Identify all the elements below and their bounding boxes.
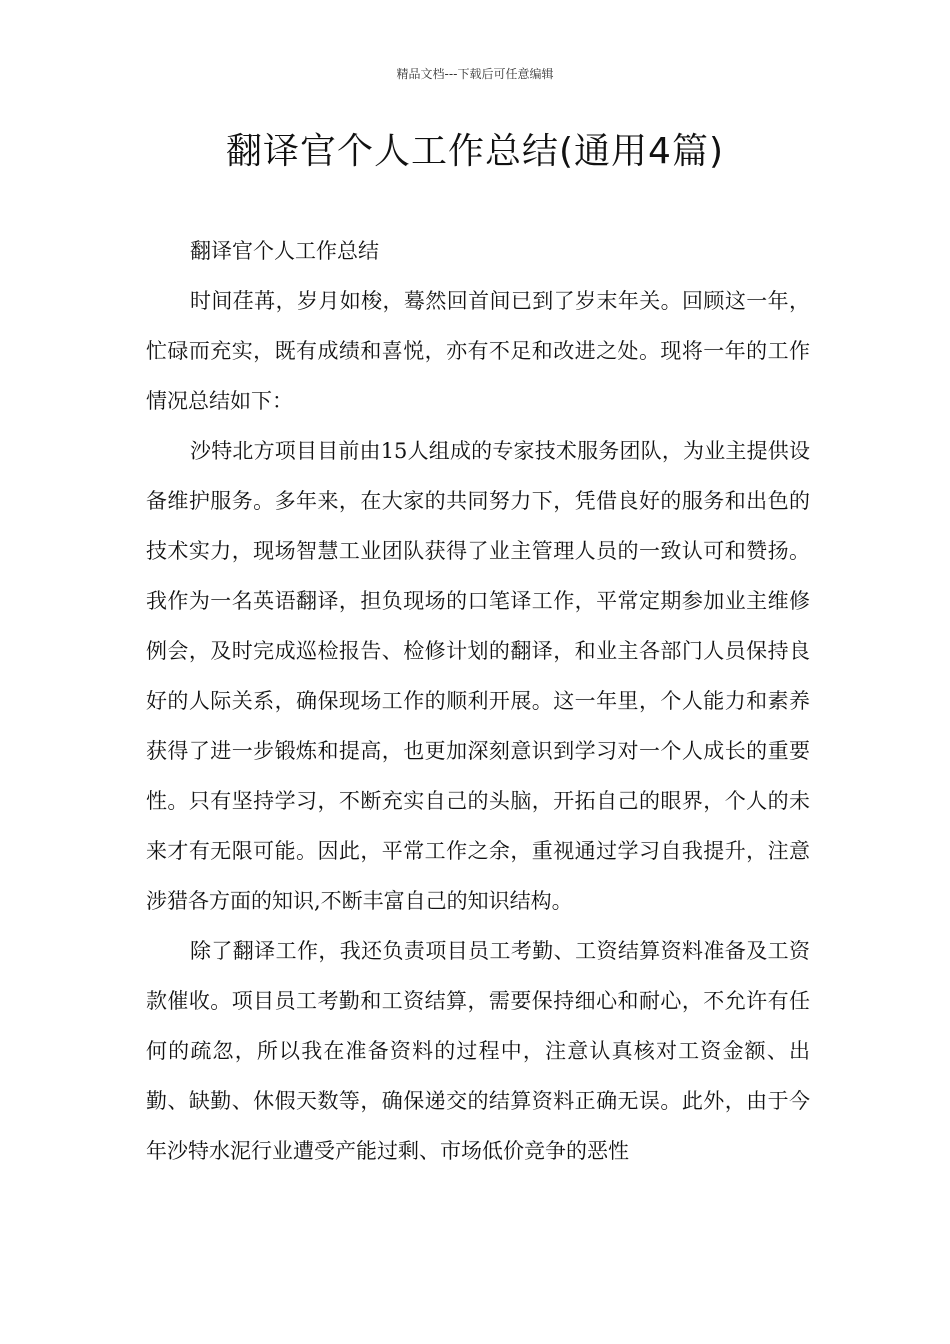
header-note: 精品文档---下载后可任意编辑	[396, 67, 554, 81]
section-heading: 翻译官个人工作总结	[190, 239, 379, 263]
document-body	[146, 226, 810, 1176]
body-paragraph: 时间荏苒，岁月如梭，蓦然回首间已到了岁末年关。回顾这一年，忙碌而充实，既有成绩和喜悦，亦有不足和改进之处。现将一年的工作情况总结如下：	[146, 289, 810, 413]
document-title: 翻译官个人工作总结(通用4篇)	[226, 131, 724, 172]
body-paragraph: 除了翻译工作，我还负责项目员工考勤、工资结算资料准备及工资款催收。项目员工考勤和工资结算，需要保持细心和耐心，不允许有任何的疏忽，所以我在准备资料的过程中，注意认真核对工资金额、出勤、缺勤、休假天数等，确保递交的结算资料正确无误。此外，由于今年沙特水泥行业遭受产能过剩、市场低价竞争的恶性	[146, 939, 810, 1163]
body-paragraph: 沙特北方项目目前由15人组成的专家技术服务团队，为业主提供设备维护服务。多年来，在大家的共同努力下，凭借良好的服务和出色的技术实力，现场智慧工业团队获得了业主管理人员的一致认可和赞扬。我作为一名英语翻译，担负现场的口笔译工作，平常定期参加业主维修例会，及时完成巡检报告、检修计划的翻译，和业主各部门人员保持良好的人际关系，确保现场工作的顺利开展。这一年里，个人能力和素养获得了进一步锻炼和提高，也更加深刻意识到学习对一个人成长的重要性。只有坚持学习，不断充实自己的头脑，开拓自己的眼界，个人的未来才有无限可能。因此，平常工作之余，重视通过学习自我提升，注意涉猎各方面的知识,不断丰富自己的知识结构。	[146, 439, 810, 913]
